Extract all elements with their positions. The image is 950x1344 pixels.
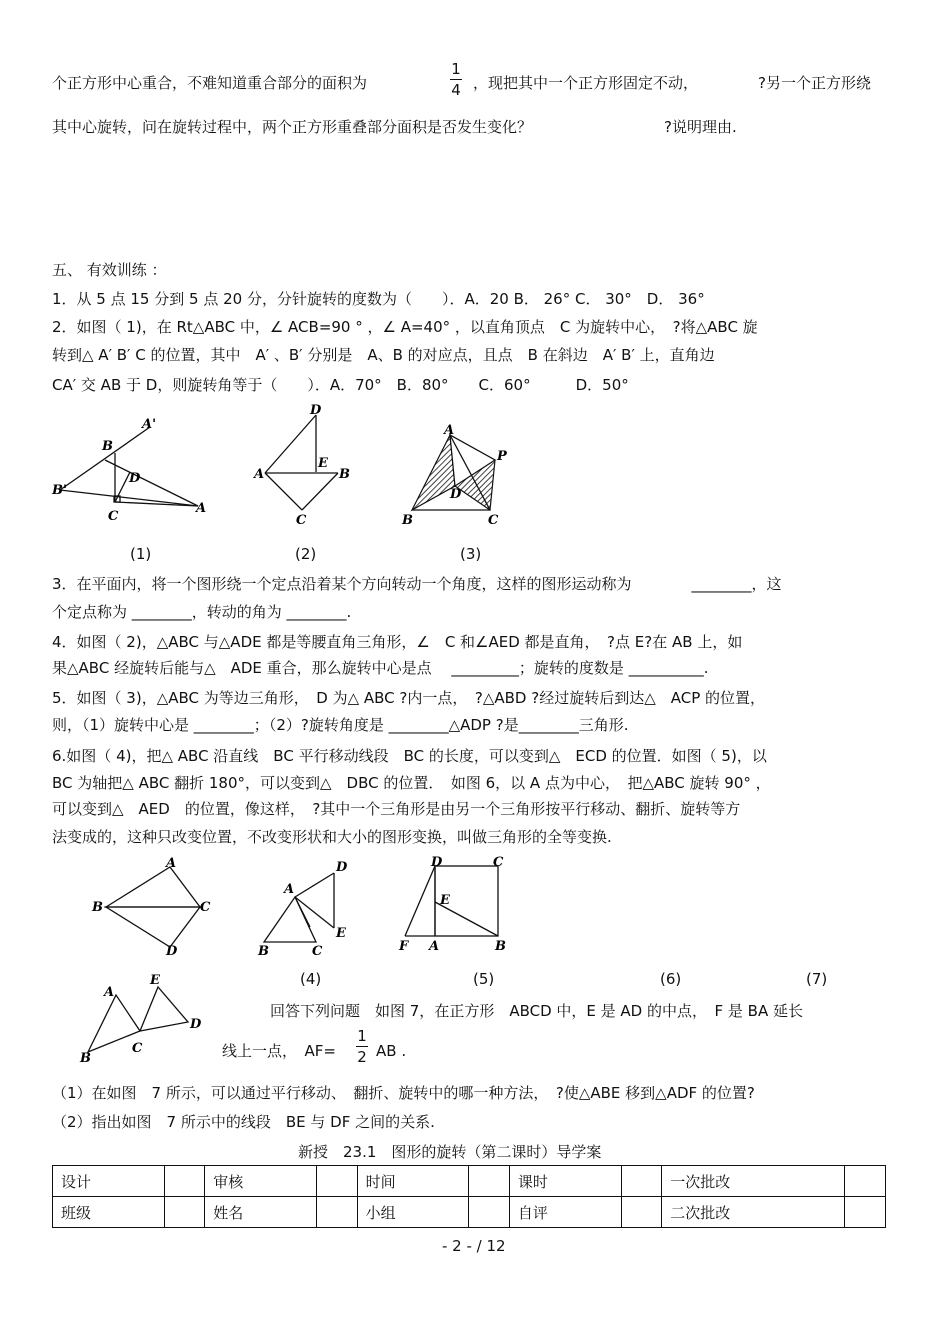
svg-text:A: A (196, 501, 207, 516)
question-7-line2a: 线上一点， AF= (222, 1042, 336, 1060)
svg-text:A: A (444, 423, 455, 438)
figure-5-caption: (5) (473, 970, 495, 988)
fraction-one-half (356, 1027, 368, 1066)
table-cell: 一次批改 (662, 1166, 845, 1197)
question-5-line2: 则，（1）旋转中心是 ________；（2）?旋转角度是 ________△ADP ?是________三角形. (52, 716, 629, 734)
svg-text:F: F (399, 939, 409, 954)
table-cell: 班级 (53, 1197, 165, 1228)
question-2-line1: 2．如图（ 1)，在 Rt△ABC 中，∠ ACB=90 ° ，∠ A=40° ，以直角顶点 C 为旋转中心， ?将△ABC 旋 (52, 318, 758, 336)
page-number: - 2 - / 12 (442, 1237, 506, 1255)
table-cell: 时间 (357, 1166, 469, 1197)
svg-text:D: D (310, 403, 322, 418)
svg-text:C: C (488, 513, 499, 528)
fraction-numerator: 1 (451, 60, 461, 78)
svg-text:B: B (402, 513, 413, 528)
svg-text:C: C (200, 900, 211, 915)
question-7-sub1: （1）在如图 7 所示，可以通过平行移动、 翻折、旋转中的哪一种方法， ?使△ABE 移到△ADF 的位置? (52, 1084, 755, 1102)
fraction-bar (450, 79, 462, 80)
section-heading: 五、 有效训练 ： (52, 261, 167, 279)
table-cell[interactable] (845, 1197, 886, 1228)
svg-text:C: C (493, 855, 504, 870)
figure-1-caption: (1) (130, 545, 152, 563)
svg-text:D: D (336, 860, 348, 875)
fraction-one-quarter (450, 60, 462, 99)
svg-text:E: E (336, 926, 346, 941)
table-cell: 设计 (53, 1166, 165, 1197)
table-cell: 审核 (205, 1166, 317, 1197)
svg-text:A: A (429, 939, 440, 954)
svg-text:C: C (132, 1041, 143, 1056)
svg-text:C: C (108, 509, 119, 524)
question-5-line1: 5．如图（ 3)，△ABC 为等边三角形， D 为△ ABC ?内一点， ?△ABD ?经过旋转后到达△ ACP 的位置， (52, 689, 766, 707)
svg-text:E: E (318, 456, 328, 471)
table-cell[interactable] (845, 1166, 886, 1197)
figure-1-diagram (50, 410, 210, 525)
question-4-line2: 果△ABC 经旋转后能与△ ADE 重合，那么旋转中心是点 _________；旋转的度数是 __________. (52, 659, 709, 677)
intro-line2-b: ?说明理由. (664, 118, 737, 136)
intro-line1-c: ?另一个正方形绕 (758, 74, 871, 92)
intro-line1-a: 个正方形中心重合，不难知道重合部分的面积为 (52, 74, 368, 92)
question-7-sub2: （2）指出如图 7 所示中的线段 BE 与 DF 之间的关系. (52, 1113, 435, 1131)
svg-text:A': A' (142, 417, 157, 432)
svg-text:C: C (296, 513, 307, 528)
figure-4-caption: (4) (300, 970, 322, 988)
svg-text:B': B' (52, 483, 67, 498)
figure-5-diagram (250, 855, 360, 960)
svg-text:A: A (104, 985, 115, 1000)
intro-line1-b: ，现把其中一个正方形固定不动， (473, 74, 699, 92)
figure-2-caption: (2) (295, 545, 317, 563)
info-table (52, 1165, 886, 1228)
table-cell[interactable] (621, 1197, 661, 1228)
table-cell[interactable] (469, 1166, 509, 1197)
table-cell[interactable] (317, 1166, 357, 1197)
svg-text:B: B (92, 900, 103, 915)
svg-text:B: B (102, 439, 113, 454)
figure-6-caption: (6) (660, 970, 682, 988)
question-6-line4: 法变成的，这种只改变位置，不改变形状和大小的图形变换，叫做三角形的全等变换. (52, 828, 612, 846)
svg-text:E: E (440, 893, 450, 908)
figure-7-diagram (78, 970, 218, 1065)
svg-text:A: A (166, 856, 177, 871)
svg-text:C: C (312, 944, 323, 959)
table-cell: 课时 (509, 1166, 621, 1197)
svg-text:A: A (284, 882, 295, 897)
svg-text:E: E (150, 973, 160, 988)
table-row (53, 1166, 886, 1197)
figure-6-diagram (395, 852, 515, 957)
table-cell: 小组 (357, 1197, 469, 1228)
table-cell[interactable] (621, 1166, 661, 1197)
figure-2-diagram (250, 400, 360, 530)
table-cell[interactable] (317, 1197, 357, 1228)
svg-text:B: B (80, 1051, 91, 1066)
question-4-line1: 4．如图（ 2)，△ABC 与△ADE 都是等腰直角三角形，∠ C 和∠AED 都是直角， ?点 E?在 AB 上，如 (52, 633, 743, 651)
table-cell[interactable] (469, 1197, 509, 1228)
fraction-numerator: 1 (357, 1027, 367, 1045)
table-cell: 姓名 (205, 1197, 317, 1228)
question-2-line2: 转到△ A′ B′ C 的位置，其中 A′ 、B′ 分别是 A、B 的对应点，且点 B 在斜边 A′ B′ 上，直角边 (52, 346, 715, 364)
fraction-bar (356, 1046, 368, 1047)
svg-text:D: D (431, 855, 443, 870)
table-cell: 二次批改 (662, 1197, 845, 1228)
question-3-line2: 个定点称为 ________，转动的角为 ________. (52, 603, 352, 621)
question-6-line1: 6.如图（ 4)，把△ ABC 沿直线 BC 平行移动线段 BC 的长度，可以变到△ ECD 的位置．如图（ 5)，以 (52, 747, 767, 765)
question-7-line2b: AB . (376, 1042, 407, 1060)
svg-text:B: B (258, 944, 269, 959)
fraction-denominator: 2 (357, 1048, 367, 1066)
figure-7-caption: (7) (806, 970, 828, 988)
question-7-line1: 回答下列问题 如图 7，在正方形 ABCD 中，E 是 AD 的中点， F 是 BA 延长 (270, 1002, 803, 1020)
svg-text:D: D (129, 471, 141, 486)
question-2-line3: CA′ 交 AB 于 D，则旋转角等于（ ）．A．70° B．80° C．60° D．50° (52, 376, 629, 394)
svg-text:B: B (339, 467, 350, 482)
svg-text:B: B (495, 939, 506, 954)
question-6-line3: 可以变到△ AED 的位置，像这样， ?其中一个三角形是由另一个三角形按平行移动、翻折、旋转等方 (52, 800, 741, 818)
table-cell[interactable] (164, 1166, 204, 1197)
intro-line2-a: 其中心旋转，问在旋转过程中，两个正方形重叠部分面积是否发生变化？ (52, 118, 533, 136)
question-3-line1: 3．在平面内，将一个图形绕一个定点沿着某个方向转动一个角度，这样的图形运动称为 ________，这 (52, 575, 782, 593)
table-row (53, 1197, 886, 1228)
figure-3-caption: (3) (460, 545, 482, 563)
svg-text:A: A (254, 467, 265, 482)
svg-text:D: D (450, 487, 462, 502)
fraction-denominator: 4 (451, 81, 461, 99)
figure-4-diagram (88, 855, 218, 960)
svg-text:P: P (497, 449, 507, 464)
question-1: 1．从 5 点 15 分到 5 点 20 分，分针旋转的度数为（ ）．A．20 B． 26° C． 30° D． 36° (52, 290, 705, 308)
figure-3-diagram (400, 420, 515, 530)
next-lesson-title: 新授 23.1 图形的旋转（第二课时）导学案 (298, 1143, 602, 1161)
svg-text:D: D (190, 1017, 202, 1032)
svg-text:D: D (166, 944, 178, 959)
question-6-line2: BC 为轴把△ ABC 翻折 180°，可以变到△ DBC 的位置． 如图 6，以 A 点为中心， 把△ABC 旋转 90° ， (52, 774, 771, 792)
table-cell[interactable] (164, 1197, 204, 1228)
table-cell: 自评 (509, 1197, 621, 1228)
